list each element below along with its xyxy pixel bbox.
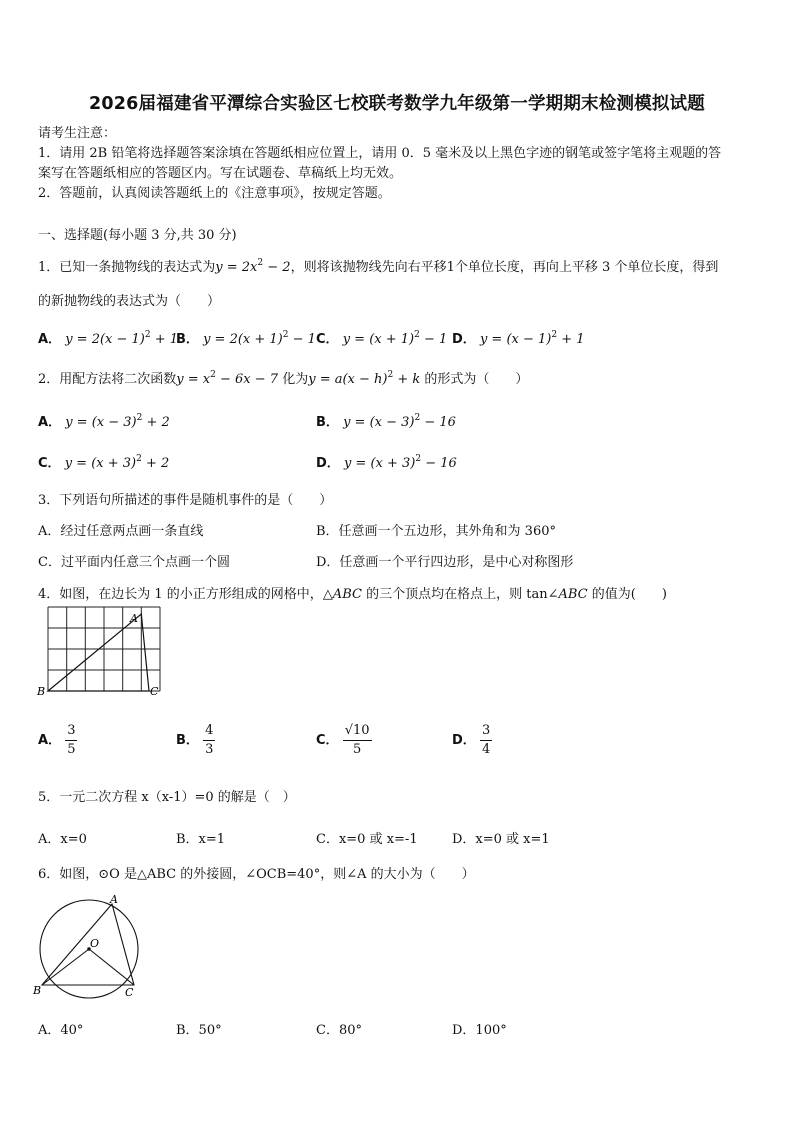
label-o: O <box>90 937 100 950</box>
triangle-abc <box>42 904 134 985</box>
q1-text-c: 的新抛物线的表达式为（ ） <box>38 294 221 309</box>
q4-option-d: D． $\frac{3}{4}$ <box>452 723 491 757</box>
q6-option-d: D．100° <box>452 1023 507 1038</box>
notice-line-1a: 1．请用 2B 铅笔将选择题答案涂填在答题纸相应位置上，请用 0．5 毫米及以上黑色字迹的钢笔或签字笔将主观题的答 <box>38 146 722 161</box>
q5-option-c: C．x=0 或 x=-1 <box>316 832 418 847</box>
q2-option-b: B． $y = (x - 3)^2 - 16$ <box>316 413 456 430</box>
q3-option-c: C．过平面内任意三个点画一个圆 <box>38 555 230 570</box>
q5-option-d: D．x=0 或 x=1 <box>452 832 550 847</box>
notice-line-1b: 案写在答题纸相应的答题区内。写在试题卷、草稿纸上均无效。 <box>38 166 403 181</box>
grid-lines <box>48 607 160 691</box>
q2-option-c: C． $y = (x + 3)^2 + 2$ <box>38 454 170 471</box>
q1-stem-line1 <box>38 256 718 275</box>
q4-option-b: B． $\frac{4}{3}$ <box>176 723 214 757</box>
q6-circle-figure <box>30 893 148 1003</box>
segment-oc <box>89 949 134 985</box>
q2-option-a: A． $y = (x - 3)^2 + 2$ <box>38 413 170 430</box>
q1-expression: $y = 2x^2 - 2$ <box>215 258 291 275</box>
q3-stem: 3．下列语句所描述的事件是随机事件的是（ ） <box>38 493 333 508</box>
notice-line-2: 2．答题前，认真阅读答题纸上的《注意事项》，按规定答题。 <box>38 186 391 201</box>
q5-option-a: A．x=0 <box>38 832 87 847</box>
q1-text-a: 1．已知一条抛物线的表达式为 <box>38 260 216 275</box>
q1-option-b: B． $y = 2(x + 1)^2 - 1$ <box>176 330 316 347</box>
q6-option-c: C．80° <box>316 1023 362 1038</box>
q2-stem: 2．用配方法将二次函数$y = x^2 - 6x - 7$ 化为$y = a(x - h)^2 + k$ 的形式为（ ） <box>38 370 529 387</box>
q1-text-b: ，则将该抛物线先向右平移1个单位长度，再向上平移 3 个单位长度，得到 <box>290 260 719 275</box>
q4-grid-figure <box>34 604 166 708</box>
q6-stem: 6．如图，⊙O 是△ABC 的外接圆，∠OCB=40°，则∠A 的大小为（ ） <box>38 867 475 882</box>
q3-option-b: B．任意画一个五边形，其外角和为 360° <box>316 524 556 539</box>
q1-option-d: D． $y = (x - 1)^2 + 1$ <box>452 330 585 347</box>
q4-option-c: C． $\frac{√10}{5}$ <box>316 723 370 757</box>
q3-option-a: A．经过任意两点画一条直线 <box>38 524 204 539</box>
label-c: C <box>150 685 159 698</box>
q3-option-d: D．任意画一个平行四边形，是中心对称图形 <box>316 555 574 570</box>
label-c: C <box>125 986 134 999</box>
notice-heading: 请考生注意： <box>38 126 117 141</box>
q2-option-d: D． $y = (x + 3)^2 - 16$ <box>316 454 457 471</box>
q4-stem: 4．如图，在边长为 1 的小正方形组成的网格中，△ABC 的三个顶点均在格点上，则 tan∠ABC 的值为( ) <box>38 587 667 602</box>
segment-ob <box>42 949 89 985</box>
q1-option-c: C． $y = (x + 1)^2 - 1$ <box>316 330 448 347</box>
section-heading: 一、选择题(每小题 3 分,共 30 分) <box>38 228 237 243</box>
q1-option-a: A． $y = 2(x - 1)^2 + 1$ <box>38 330 179 347</box>
page-title: 2026届福建省平潭综合实验区七校联考数学九年级第一学期期末检测模拟试题 <box>89 94 705 114</box>
label-a: A <box>110 893 118 906</box>
label-a: A <box>130 612 138 625</box>
q6-option-a: A．40° <box>38 1023 84 1038</box>
label-b: B <box>33 984 42 997</box>
q4-option-a: A． $\frac{3}{5}$ <box>38 723 76 757</box>
q6-option-b: B．50° <box>176 1023 222 1038</box>
label-b: B <box>37 685 46 698</box>
q5-stem: 5．一元二次方程 x（x-1）=0 的解是（ ） <box>38 790 296 805</box>
triangle-abc <box>48 614 149 691</box>
q5-option-b: B．x=1 <box>176 832 226 847</box>
